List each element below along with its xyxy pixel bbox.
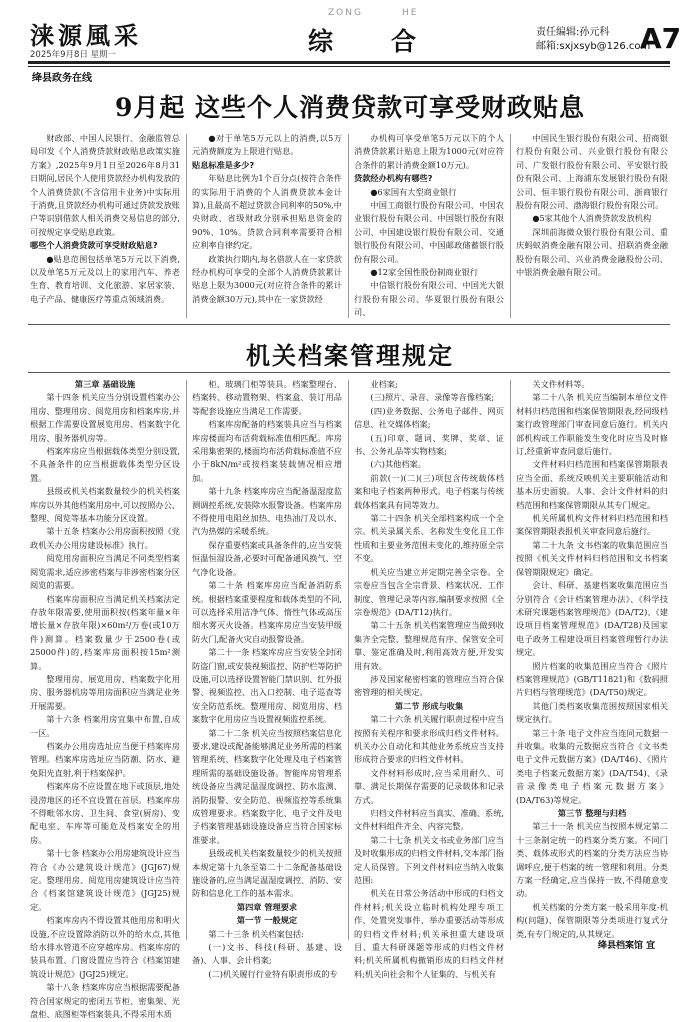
paragraph: 机关所属机构文件材料归档范围和档案保管期限表报机关审查同意后施行。 bbox=[516, 513, 668, 537]
paragraph: 归档文件材料应当真实、准确、系统,文件材料组件齐全、内容完整。 bbox=[354, 808, 504, 832]
paragraph: 中国民生银行股份有限公司、招商银行股份有限公司、兴业银行股份有限公司、广发银行股份有限公司、平安银行股份有限公司、上海浦东发展银行股份有限公司、恒丰银行股份有限公司、浙商银行股份有限公司、渤海银行股份有限公司。 bbox=[516, 133, 668, 211]
paragraph: 县级或机关档案数量较少的机关档案库房以外其他档案用房中,可以按照办公、整理、阅览等基本功能分区设置。 bbox=[30, 486, 180, 524]
paragraph: ●5家其他个人消费贷款发放机构 bbox=[532, 213, 652, 224]
paragraph: 第十五条 档案办公用房面积按照《党政机关办公用房建设标准》执行。 bbox=[30, 526, 180, 550]
column-divider bbox=[348, 380, 349, 940]
paragraph: 第二十八条 机关应当编制本单位文件材料归档范围和档案保管期限表,经同级档案行政管理部门审查同意后施行。机关内部机构或工作职能发生变化时应当及时修订,经重新审查同意后施行。 bbox=[516, 392, 668, 457]
paragraph: 档案库房不应设置在地下或顶层,地处浸涝地区的还不宜设置在首层。档案库房不得毗邻水房、卫生间、食堂(厨房)、变配电室、车库等可能危及档案安全的用房。 bbox=[30, 781, 180, 845]
paragraph: (四)业务数据、公务电子邮件、网页信息、社交媒体档案; bbox=[354, 405, 504, 430]
paragraph: 第二十九条 文书档案的收集范围应当按照《机关文件材料归档范围和文书档案保管期限规定》确定。 bbox=[516, 539, 668, 577]
paragraph: 第二十五条 机关档案管理应当做到收集齐全完整、整理规范有序、保管安全可靠、鉴定准确及时,利用高效方便,开发实用有效。 bbox=[354, 620, 504, 671]
column-tag: 绛县政务在线 bbox=[32, 73, 92, 84]
article2-col1 bbox=[30, 378, 180, 1020]
paragraph: 政策执行期内,每名借款人在一家贷款经办机构可享受的全部个人消费贷款累计贴息上限为3000元(对应符合条件的累计消费金额30万元),其中在一家贷款经 bbox=[192, 253, 342, 304]
paragraph: 保存重要档案或具备条件的,应当安装恒温恒湿设备,必要时可配备通风换气、空气净化设备。 bbox=[192, 539, 342, 577]
paragraph: 档案库房配备的档案装具应当与档案库房楼面均布活荷载标准值相匹配。库房采用集密架的,楼面均布活荷载标准值不应小于8kN/m²或按档案装载情况相应增加。 bbox=[192, 419, 342, 483]
paragraph: 年贴息比例为1个百分点(按符合条件的实际用于消费的个人消费贷款本金计算),且最高不超过贷款合同利率的50%,中央财政、省级财政分别承担贴息资金的90%、10%。贷款合同利率需要符合相应利率自律约定。 bbox=[192, 173, 342, 251]
subheading: 哪些个人消费贷款可享受财政贴息? bbox=[30, 240, 158, 251]
masthead-rule-thin bbox=[28, 66, 670, 67]
paragraph: 第十七条 档案办公用房建筑设计应当符合《办公建筑设计规范》(JGJ67)规定。整理用房、阅览用房建筑设计应当符合《档案馆建筑设计规范》(JGJ25)规定。 bbox=[30, 848, 180, 912]
article1-col3 bbox=[354, 132, 504, 320]
paragraph: (六)其他档案。 bbox=[370, 459, 426, 470]
paragraph: 其他门类档案收集范围按照国家相关规定执行。 bbox=[516, 700, 668, 725]
subheading: 第三章 基础设施 bbox=[74, 379, 136, 389]
masthead bbox=[0, 0, 700, 60]
paragraph: (二)机关履行行业特有职责形成的专 bbox=[208, 968, 338, 979]
paragraph: ●对于单笔5万元以上的消费,以5万元消费额度为上限进行贴息。 bbox=[192, 133, 342, 157]
page-number: A7 bbox=[640, 22, 682, 55]
column-divider bbox=[510, 380, 511, 940]
paragraph: 第二十六条 机关履行职责过程中应当按照有关程序和要求形成归档文件材料。机关办公自动化和其他业务系统应当支持形成符合要求的归档文件材料。 bbox=[354, 714, 504, 765]
paragraph: 第十六条 档案用房宜集中布置,自成一区。 bbox=[30, 714, 180, 738]
article1-col1 bbox=[30, 132, 180, 320]
subheading: 第三节 整理与归档 bbox=[557, 808, 627, 818]
paragraph: 涉及国家秘密档案的管理应当符合保密管理的相关规定。 bbox=[354, 673, 504, 698]
subheading: 第一节 一般规定 bbox=[236, 915, 298, 926]
paragraph: 柜、玻璃门柜等装具。档案整理台、档案转、移动置物架、档案盒、装订用品等配套设施应当满足工作需要。 bbox=[192, 379, 342, 416]
paragraph: 第二十一条 档案库房应当安装全封闭防盗门窗,或安装视频监控、防护栏等防护设施,可以选择设置智能门禁识别、红外报警、视频监控、出入口控制、电子巡查等安全防范系统。整理用房、阅览用房、档案数字化用房应当设置视频监控系统。 bbox=[192, 647, 342, 725]
paragraph: 阅览用房面积应当满足不同类型档案阅览需求,适应涉密档案与非涉密档案分区阅览的需要。 bbox=[30, 553, 180, 591]
masthead-rule-thick bbox=[28, 61, 670, 64]
column-divider bbox=[186, 134, 187, 318]
paragraph: 第三十条 电子文件应当连同元数据一并收集。收集的元数据应当符合《文书类电子文件元数据方案》(DA/T46)、《照片类电子档案元数据方案》(DA/T54)、《录音录像类电子档案元数据方案》(DA/T63)等规定。 bbox=[516, 727, 668, 805]
paragraph: 中国工商银行股份有限公司、中国农业银行股份有限公司、中国银行股份有限公司、中国建设银行股份有限公司、交通银行股份有限公司、中国邮政储蓄银行股份有限公司。 bbox=[354, 200, 504, 264]
paragraph: 会计、科研、基建档案收集范围应当分别符合《会计档案管理办法》、《科学技术研究课题档案管理规范》(DA/T2)、《建设项目档案管理规范》(DA/T28)及国家电子政务工程建设项目档案管理暂行办法规定。 bbox=[516, 580, 668, 658]
paragraph: 办机构可享受单笔5万元以下的个人消费贷款累计贴息上限为1000元(对应符合条件的累计消费金额10万元)。 bbox=[354, 133, 504, 170]
article2-headline: 机关档案管理规定 bbox=[246, 341, 454, 370]
paragraph: ●贴息范围包括单笔5万元以下消费,以及单笔5万元及以上的家用汽车、养老生育、教育培训、文化旅游、家居家装、电子产品、健康医疗等重点领域消费。 bbox=[30, 253, 180, 304]
paragraph: 文件材料形成时,应当采用耐久、可靠、满足长期保存需要的记录载体和记录方式。 bbox=[354, 767, 504, 805]
paragraph: (三)照片、录音、录像等音像档案; bbox=[370, 392, 495, 403]
paragraph: 第二十条 档案库房应当配备消防系统。根据档案重要程度和载体类型的不同,可以选择采用洁净气体、惰性气体或高压细水雾灭火设备。档案库房应当安装甲级防火门,配备火灾自动报警设备。 bbox=[192, 580, 342, 644]
column-divider bbox=[186, 380, 187, 940]
paragraph: 机关应当建立并定期完善全宗卷。全宗卷应当包含全宗背景、档案状况、工作制度、管理记录等内容,编制要求按照《全宗卷规范》(DA/T12)执行。 bbox=[354, 566, 504, 617]
paragraph: 整理用房、展览用房、档案数字化用房、服务器机房等用房面积应当满足业务开展需要。 bbox=[30, 673, 180, 711]
paragraph: 中信银行股份有限公司、中国光大银行股份有限公司、华夏银行股份有限公司、 bbox=[354, 280, 504, 318]
paragraph: 县级或机关档案数量较少的机关按照本规定第十九条至第二十二条配备基础设施设备的,应当满足温湿度调控、消防、安防和信息化工作的基本需求。 bbox=[192, 848, 342, 899]
paragraph: 前款(一)(二)(三)项包含传统载体档案和电子档案两种形式。电子档案与传统载体档案具有同等效力。 bbox=[354, 472, 504, 510]
paragraph: 文件材料归档范围和档案保管期限表应当全面、系统反映机关主要职能活动和基本历史面貌。人事、会计文件材料的归档范围和档案保管期限从其专门规定。 bbox=[516, 459, 668, 510]
subheading: 贴息标准是多少? bbox=[192, 159, 255, 170]
paragraph: 财政部、中国人民银行、金融监管总局印发《个人消费贷款财政贴息政策实施方案》,2025年9月1日至2026年8月31日期间,居民个人使用贷款经办机构发放的个人消费贷款(不含信用卡业务)中实际用于消费,且贷款经办机构可通过贷款发放账户等识别借款人相关消费交易信息的部分,可按规定享受贴息政策。 bbox=[30, 133, 180, 237]
article1-headline: 9月起 这些个人消费贷款可享受财政贴息 bbox=[114, 93, 586, 122]
paragraph: 深圳前海微众银行股份有限公司、重庆蚂蚁消费金融有限公司、招联消费金融股份有限公司、兴业消费金融股份公司、中银消费金融有限公司。 bbox=[516, 226, 668, 278]
source-mark: 绛县档案馆 宜 bbox=[598, 941, 656, 951]
section-pinyin-right: HE bbox=[402, 8, 419, 18]
subheading: 第二节 形成与收集 bbox=[394, 700, 464, 711]
paragraph: 档案库房面积应当满足机关档案法定存放年限需要,使用面积按(档案年量×年增长量×存放年限)×60m²/万卷(或10万件)测算。档案数量少于2500卷(或25000件)的,档案库房面积按15m²测算。 bbox=[30, 593, 180, 671]
paragraph: 第十九条 档案库房应当配备温湿度监测调控系统,安装除水报警设备。档案库房不得使用电阻丝加热、电热油汀及以水、汽为热媒的采暖系统。 bbox=[192, 486, 342, 537]
article2-col3 bbox=[354, 378, 504, 979]
section-pinyin-left: ZONG bbox=[328, 8, 363, 18]
paragraph: 机关在日常公务活动中形成的归档文件材料;机关设立临时机构处理专项工作、处置突发事件、举办重要活动等形成的归档文件材料;机关承担重大建设项目、重大科研课题等形成的归档文件材料;机关所属机构撤销形成的归档文件材料;机关向社会和个人征集的、与机关有 bbox=[354, 888, 504, 979]
paragraph: 第三十一条 机关应当按照本规定第二十三条制定统一的档案分类方案。不同门类、载体或形式的档案的分类方法应当协调呼应,便于档案的统一管理和利用。分类方案一经确定,应当保持一致,不得随意变动。 bbox=[516, 821, 668, 899]
paragraph: (一)文书、科技(科研、基建、设备)、人事、会计档案; bbox=[192, 942, 342, 966]
issue-date: 2025年9月8日 星期一 bbox=[30, 50, 117, 60]
editor-name: 责任编辑:孙元科 bbox=[536, 27, 610, 38]
paragraph: (五)印章、题词、奖牌、奖章、证书、公务礼品等实物档案; bbox=[354, 432, 504, 457]
title-divider bbox=[28, 372, 670, 373]
editor-info bbox=[536, 26, 650, 54]
section-title: 综合 bbox=[308, 27, 475, 56]
subheading: 第四章 管理要求 bbox=[236, 901, 298, 912]
article2-col4 bbox=[516, 378, 668, 939]
paragraph: 机关档案的分类方案一般采用年度-机构(问题)、保管期限等分类项进行复式分类,有专门规定的,从其规定。 bbox=[516, 901, 668, 939]
paragraph: 第二十二条 机关应当按照档案信息化要求,建设或配备能够满足业务所需的档案管理系统、档案数字化处理及电子档案管理所需的基础设施设备。智能库房管理系统设备应当满足温湿度调控、防水监测、消防报警、安全防范、视频监控等系统集成管理要求。档案数字化、电子文件及电子档案管理基础设施设备应当符合国家标准要求。 bbox=[192, 727, 342, 845]
article1-col4 bbox=[516, 132, 668, 320]
paragraph: 第二十七条 机关文书或业务部门应当及时收集形成的归档文件材料,交本部门指定人员保管。下列文件材料应当纳入收集范围: bbox=[354, 834, 504, 886]
article2-col2 bbox=[192, 378, 342, 979]
article1-col2 bbox=[192, 132, 342, 320]
paragraph: 档案库房内不得设置其他用房和明火设施,不应设置除消防以外的给水点,其他给水排水管道不应穿越库房。档案库房的装具布置、门窗设置应当符合《档案馆建筑设计规范》(JGJ25)规定。 bbox=[30, 915, 180, 979]
paragraph: 第二十三条 机关档案包括: bbox=[208, 928, 304, 939]
paragraph: 第十四条 机关应当分别设置档案办公用房、整理用房、阅览用房和档案库房,并根据工作需要设置展览用房、档案数字化用房、服务器机房等。 bbox=[30, 392, 180, 443]
paragraph: ●6家国有大型商业银行 bbox=[370, 186, 457, 197]
article-divider bbox=[28, 324, 670, 325]
column-divider bbox=[510, 134, 511, 318]
paragraph: 档案办公用房选址应当便于档案库房管理。档案库房选址应当防潮、防水、避免阳光直射,利于档案保护。 bbox=[30, 740, 180, 778]
editor-email: 邮箱:sxjxsyb@126.com bbox=[536, 41, 651, 52]
paragraph: 照片档案的收集范围应当符合《照片档案管理规范》(GB/T11821)和《数码照片归档与管理规范》(DA/T50)规定。 bbox=[516, 660, 668, 698]
paragraph: 第二十四条 机关全部档案构成一个全宗。机关录属关系、名称发生变化且工作性质和主要业务范围未变化的,维持原全宗不变。 bbox=[354, 513, 504, 564]
column-divider bbox=[348, 134, 349, 318]
newspaper-brand: 涞源風采 bbox=[30, 21, 142, 50]
paragraph: 关文件材料等。 bbox=[532, 379, 590, 389]
paragraph: ●12家全国性股份制商业银行 bbox=[370, 267, 479, 278]
paragraph: 第十八条 档案库房应当根据需要配备符合国家规定的密闭五节柜、密集架、光盘柜、底图柜等档案装具,不得采用木质 bbox=[30, 982, 180, 1020]
paragraph: 档案库房应当根据载体类型分别设置,不具备条件的应当根据载体类型分区设置。 bbox=[30, 446, 180, 483]
paragraph: 业档案; bbox=[370, 379, 398, 389]
subheading: 贷款经办机构有哪些? bbox=[354, 173, 433, 184]
